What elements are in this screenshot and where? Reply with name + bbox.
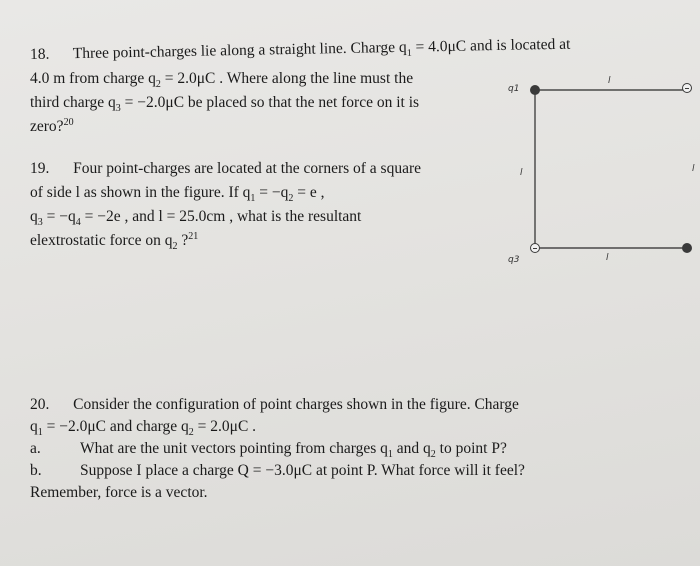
problem-20-part-a: a. What are the unit vectors pointing from charges $q_1$ and $q_2$ to point P? — [30, 440, 507, 461]
charge-q2-negative — [682, 83, 692, 93]
square-charges-figure — [490, 70, 700, 270]
problem-19-line-1: 19. Four point-charges are located at the corners of a square — [30, 160, 422, 177]
problem-18-line-2: 4.0 m from charge $q_2 = 2.0\mu C$ . Where along the line must the — [30, 70, 414, 91]
problem-19-line-2: of side l as shown in the figure. If $q_1 = -q_2 = e$ , — [30, 184, 325, 205]
problem-20-line-2: $q_1 = -2.0\mu C$ and charge $q_2 = 2.0\mu C$ . — [30, 418, 257, 439]
label-side-top: l — [608, 76, 611, 86]
problem-18-line-4: zero?$^{20}$ — [30, 116, 74, 135]
problem-20-line-1: 20. Consider the configuration of point charges shown in the figure. Charge — [30, 396, 519, 413]
problem-19-line-4: elextrostatic force on $q_2$ ?$^{21}$ — [30, 230, 199, 253]
problem-18-line-1: 18. Three point-charges lie along a straight line. Charge $q_1 = 4.0\mu C$ and is located at — [29, 35, 571, 63]
charge-q4-positive — [682, 243, 692, 253]
problem-20-part-b: b. Suppose I place a charge Q = −3.0μC at point P. What force will it feel? — [30, 462, 525, 479]
label-q3: q3 — [508, 255, 520, 265]
label-side-right: l — [692, 164, 695, 174]
label-side-bottom: l — [606, 253, 609, 263]
charge-q1-positive — [530, 85, 540, 95]
label-side-left: l — [520, 168, 523, 178]
problem-19-line-3: $q_3 = -q_4 = -2e$ , and l = 25.0cm , what is the resultant — [30, 208, 362, 229]
label-q1: q1 — [508, 84, 520, 94]
charge-q3-negative — [530, 243, 540, 253]
problem-18-number: 18. — [29, 45, 50, 63]
part-a-label: a. — [30, 440, 41, 457]
problem-20-closing: Remember, force is a vector. — [30, 484, 208, 501]
problem-20-number: 20. — [30, 396, 50, 413]
part-b-label: b. — [30, 462, 42, 479]
problem-18-line-3: third charge $q_3 = -2.0\mu C$ be placed so that the net force on it is — [30, 94, 420, 115]
problem-19-number: 19. — [30, 160, 50, 177]
